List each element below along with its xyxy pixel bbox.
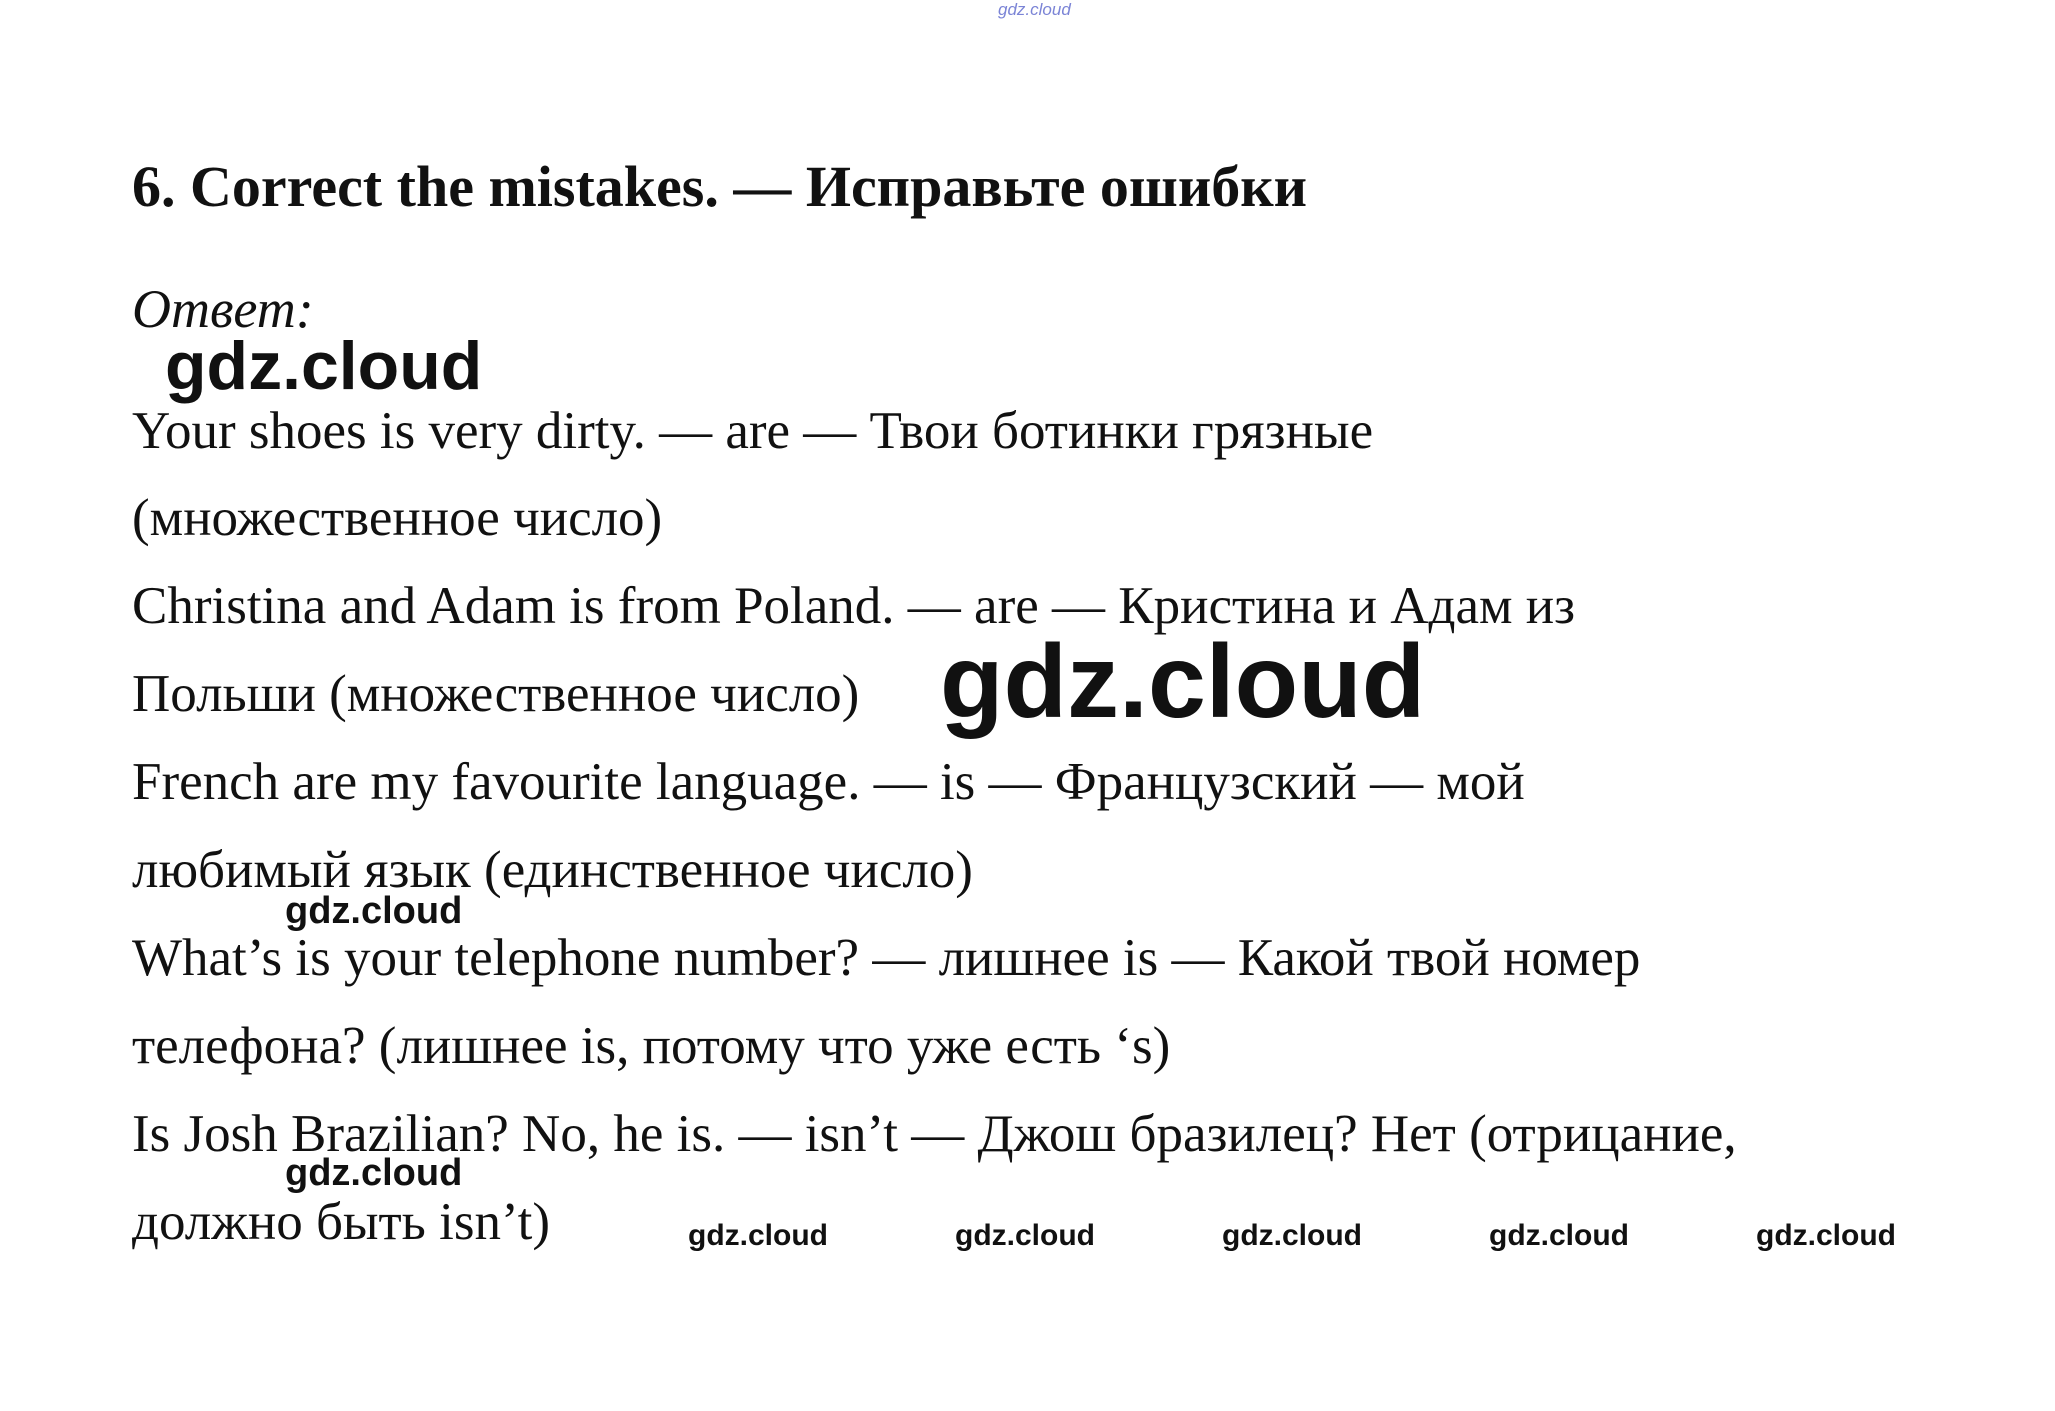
answer-line: Польши (множественное число) — [132, 665, 860, 723]
watermark: gdz.cloud — [940, 624, 1426, 740]
watermark: gdz.cloud — [285, 890, 463, 932]
watermark: gdz.cloud — [285, 1152, 463, 1194]
answer-line: French are my favourite language. — is — Французский — мой — [132, 753, 1525, 811]
answer-line: должно быть isn’t) — [132, 1193, 551, 1251]
answer-line: Your shoes is very dirty. — are — Твои ботинки грязные — [132, 402, 1374, 460]
watermark: gdz.cloud — [1756, 1219, 1896, 1252]
watermark: gdz.cloud — [1489, 1219, 1629, 1252]
watermark: gdz.cloud — [688, 1219, 828, 1252]
answer-line: (множественное число) — [132, 489, 663, 547]
top-watermark: gdz.cloud — [998, 0, 1071, 19]
answer-line: Is Josh Brazilian? No, he is. — isn’t — Джош бразилец? Нет (отрицание, — [132, 1105, 1737, 1163]
answer-line: любимый язык (единственное число) — [132, 841, 973, 899]
answer-label: Ответ: — [132, 279, 314, 339]
answer-line: телефона? (лишнее is, потому что уже есть ‘s) — [132, 1017, 1171, 1075]
watermark: gdz.cloud — [165, 328, 483, 404]
watermark: gdz.cloud — [955, 1219, 1095, 1252]
answer-line: What’s is your telephone number? — лишнее is — Какой твой номер — [132, 929, 1641, 987]
watermark: gdz.cloud — [1222, 1219, 1362, 1252]
exercise-heading: 6. Correct the mistakes. — Исправьте ошибки — [132, 154, 1308, 219]
answer-line: Christina and Adam is from Poland. — are — Кристина и Адам из — [132, 577, 1576, 635]
